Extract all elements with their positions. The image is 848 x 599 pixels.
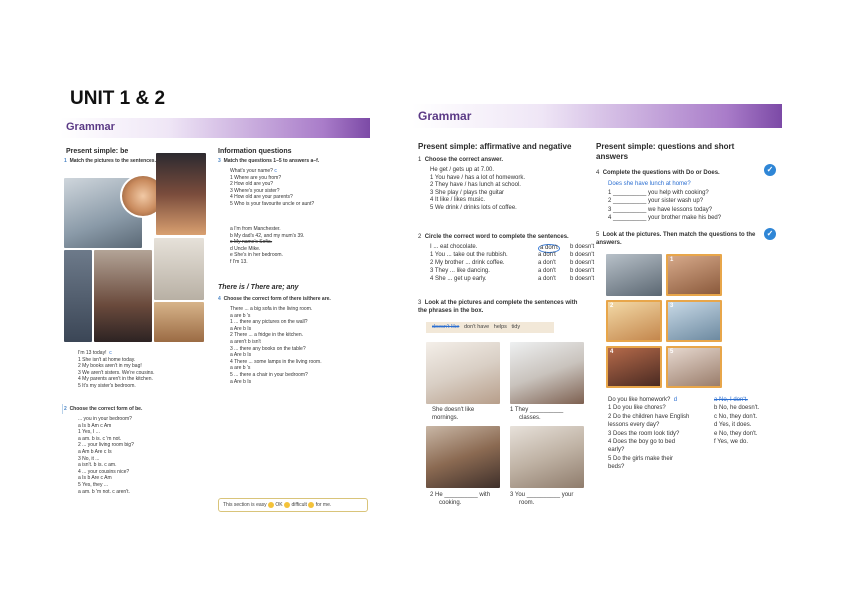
exercise-4-lines: There ... a big sofa in the living room. a are b 's 1 ... there any pictures on the wall? a Are b Is 2 There ... a fridge in the kitchen. a aren't b isn't 3 ... there any books on the table? a Are b Is 4 There ... some lamps in the living room. a are b 's 5 ... there a chair in your bedroom? a Are b Is xyxy=(230,306,322,385)
heading-information-questions: Information questions xyxy=(218,148,292,155)
divider-bar xyxy=(62,404,63,414)
caption-4: 3 You __________ your room. xyxy=(510,492,574,506)
smiley-ok-icon[interactable] xyxy=(284,502,290,508)
unit-title: UNIT 1 & 2 xyxy=(70,88,166,109)
exercise-2-lines: ... you in your bedroom? a Is b Am c Am 1 Yes, I ... a am. b is. c 'm not. 2 ... your living room big? a Am b Are c Is 3 No, it ... a isn't. b is. c am. 4 ... your cousins nice? a Is b Are c Am 5 Yes, they ... a am. b 'm not. c aren't. xyxy=(78,416,134,495)
photo-exercise-5: 5 xyxy=(666,346,722,388)
photo-girl-room xyxy=(154,238,204,300)
exercise-5-answers: a No, I don't. b No, he doesn't. c No, they don't. d Yes, it does. e No, they don't. f Yes, we do. xyxy=(714,397,760,446)
exercise-4-instruction: 4 Choose the correct form of there is/there are. xyxy=(218,296,331,302)
exercise-4-instruction-right: 4 Complete the questions with Do or Does. xyxy=(596,170,720,176)
exercise-3-questions: What's your name? c 1 Where are you from? 2 How old are you? 3 Where's your sister? 4 How old are your parents? 5 Who is your favourite uncle or aunt? xyxy=(230,168,315,207)
exercise-1-instruction: 1 Match the pictures to the sentences. xyxy=(64,158,156,164)
self-assessment-box: This section is easy OK difficult for me. xyxy=(218,498,368,512)
grammar-banner-right: Grammar xyxy=(412,104,782,128)
exercise-3-instruction-right: 3 Look at the pictures and complete the sentences with the phrases in the box. xyxy=(418,300,578,314)
exercise-1-lines-right: He get / gets up at 7.00. 1 You have / has a lot of homework. 2 They have / has lunch at school. 3 She play / plays the guitar 4 It like / likes music. 5 We drink / drinks lots of coffee. xyxy=(430,167,526,211)
check-icon-5: ✓ xyxy=(764,228,776,240)
smiley-easy-icon[interactable] xyxy=(268,502,274,508)
exercise-5-instruction-right: 5 Look at the pictures. Then match the questions to the answers. xyxy=(596,232,756,246)
heading-there-is-there-are: There is / There are; any xyxy=(218,284,299,291)
photo-exercise-2: 2 xyxy=(606,300,662,342)
right-page xyxy=(412,104,782,524)
phrase-box: doesn't like don't have helps tidy xyxy=(426,322,554,333)
heading-present-simple-affirmative: Present simple: affirmative and negative xyxy=(418,142,572,151)
exercise-2-rows-right: I ... eat chocolate. a don't b doesn't 1 You ... take out the rubbish. a don't b doesn't 2 My brother ... drink coffee. a don't b doesn't 3 They ... like dancing. a don't b doesn't 4 She ... get up early. a don't b doesn't xyxy=(430,244,595,282)
exercise-3-instruction: 3 Match the questions 1–5 to answers a–f. xyxy=(218,158,320,164)
photo-kitchen xyxy=(154,302,204,342)
photo-girl-standing xyxy=(64,250,92,342)
check-icon-4: ✓ xyxy=(764,164,776,176)
caption-2: 1 They __________ classes. xyxy=(510,407,564,421)
photo-homework xyxy=(606,254,662,296)
photo-messy-room xyxy=(510,426,584,488)
photo-woman-bed xyxy=(426,342,500,404)
photo-woman-phone xyxy=(94,250,152,342)
exercise-2-instruction-right: 2 Circle the correct word to complete the sentences. xyxy=(418,234,569,240)
heading-present-simple-be: Present simple: be xyxy=(66,148,129,155)
photo-cooking xyxy=(426,426,500,488)
exercise-1-sentences: I'm 13 today! c 1 She isn't at home today. 2 My books aren't in my bag! 3 We aren't sisters. We're cousins. 4 My parents aren't in the kitchen. 5 It's my sister's bedroom. xyxy=(78,350,155,389)
caption-1: She doesn't like mornings. xyxy=(432,407,475,421)
exercise-4-lines-right: Does she have lunch at home? 1 __________ you help with cooking? 2 __________ your sister wash up? 3 __________ we have lessons today? 4 __________ your brother make his bed? xyxy=(608,181,722,222)
grammar-banner-left: Grammar xyxy=(60,118,370,138)
caption-3: 2 He __________ with cooking. xyxy=(430,492,491,506)
photo-exercise-1: 1 xyxy=(666,254,722,296)
smiley-difficult-icon[interactable] xyxy=(308,502,314,508)
exercise-3-answers: a I'm from Manchester. b My dad's 42, and my mum's 39. c My name's Sofia. d Uncle Mike. e She's in her bedroom. f I'm 13. xyxy=(230,226,305,265)
heading-questions-short-answers: Present simple: questions and short answers xyxy=(596,142,735,161)
exercise-1-instruction-right: 1 Choose the correct answer. xyxy=(418,157,504,163)
photo-exercise-4: 4 xyxy=(606,346,662,388)
photo-birthday-boy xyxy=(156,153,206,235)
left-page xyxy=(60,118,370,515)
exercise-2-instruction: 2 Choose the correct form of be. xyxy=(64,406,143,412)
photo-girls-bed xyxy=(510,342,584,404)
exercise-5-questions: Do you like homework? d 1 Do you like chores? 2 Do the children have English lessons every day? 3 Does the room look tidy? 4 Does the boy go to bed early? 5 Do the girls make their beds? xyxy=(608,397,690,471)
photo-exercise-3: 3 xyxy=(666,300,722,342)
